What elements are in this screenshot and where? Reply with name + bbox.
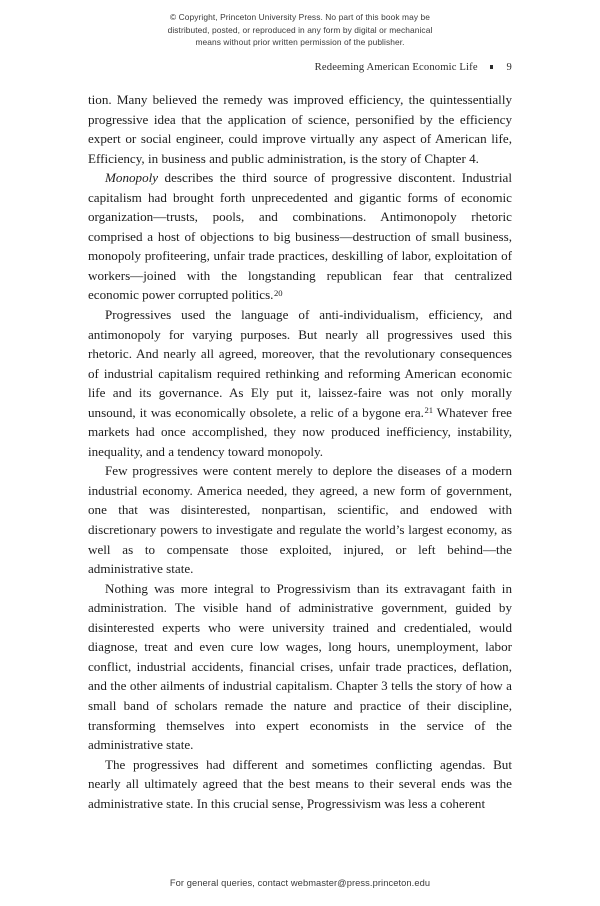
text-run: The progressives had different and sometimes conflicting agendas. But nearly all ultimately agreed that the best means to their several ends was the administrative state. In this crucial sense, Progressivism was less a coherent bbox=[88, 756, 512, 811]
text-run: describes the third source of progressive discontent. Industrial capitalism had brought forth unprecedented and gigantic forms of economic organization—trusts, pools, and combinations. Antimonopoly rhetoric comprised a host of objections to big business—destruction of small business, monopoly profiteering, unfair trade practices, deskilling of labor, exploitation of workers—joined with the longstanding republican fear that centralized economic power corrupted politics. bbox=[88, 170, 512, 303]
emphasis-term: Monopoly bbox=[105, 170, 159, 186]
copyright-notice bbox=[0, 11, 600, 49]
copyright-line-3: means without prior written permission of the publisher. bbox=[195, 37, 405, 48]
page-number: 9 bbox=[506, 62, 512, 73]
footnote-marker: 20 bbox=[273, 287, 283, 298]
para-few-progressives bbox=[88, 461, 512, 578]
body-text-column bbox=[88, 90, 512, 813]
text-run: Nothing was more integral to Progressivism than its extravagant faith in administration. The visible hand of administrative government, guided by disinterested experts who were university trained and credentialed, would diagnose, treat and even cure low wages, long hours, unemployment, labor conflict, industrial accidents, financial crises, unfair trade practices, deflation, and the other ailments of industrial capitalism. Chapter 3 tells the story of how a small band of scholars remade the nature and practice of their discipline, transforming themselves into expert economists in the service of the administrative state. bbox=[88, 580, 512, 753]
footnote-marker: 21 bbox=[424, 405, 434, 416]
footer-note: For general queries, contact webmaster@press.princeton.edu bbox=[169, 878, 431, 888]
para-nothing-integral bbox=[88, 579, 512, 755]
bullet-square-icon bbox=[490, 65, 493, 68]
text-run: Whatever free markets had once accomplished, they now produced inefficiency, instability, inequality, and a tendency toward monopoly. bbox=[88, 404, 512, 459]
running-head bbox=[88, 62, 512, 73]
para-monopoly bbox=[88, 168, 512, 305]
copyright-line-1: © Copyright, Princeton University Press. No part of this book may be bbox=[170, 12, 430, 22]
para-progressives-language bbox=[88, 305, 512, 461]
text-run: Few progressives were content merely to deplore the diseases of a modern industrial economy. America needed, they agreed, a new form of government, one that was disinterested, nonpartisan, scientific, and endowed with discretionary powers to investigate and regulate the world’s largest economy, as well as to compensate those exploited, injured, or left behind—the administrative state. bbox=[88, 463, 512, 577]
para-different-agendas bbox=[88, 755, 512, 814]
copyright-line-2: distributed, posted, or reproduced in any form by digital or mechanical bbox=[167, 24, 433, 35]
text-run: tion. Many believed the remedy was improved efficiency, the quintessentially progressive idea that the application of science, personified by the efficiency expert or social engineer, could improve virtually any aspect of American life, Efficiency, in business and public administration, is the story of Chapter 4. bbox=[88, 92, 512, 166]
para-continuation bbox=[88, 90, 512, 168]
text-run: Progressives used the language of anti-individualism, efficiency, and antimonopoly for varying purposes. But nearly all progressives used this rhetoric. And nearly all agreed, moreover, that the revolutionary consequences of industrial capitalism required rethinking and reforming American economic life and its governance. As Ely put it, laissez-faire was not only morally unsound, it was economically obsolete, a relic of a bygone era. bbox=[88, 307, 512, 420]
running-head-title: Redeeming American Economic Life bbox=[314, 62, 478, 73]
